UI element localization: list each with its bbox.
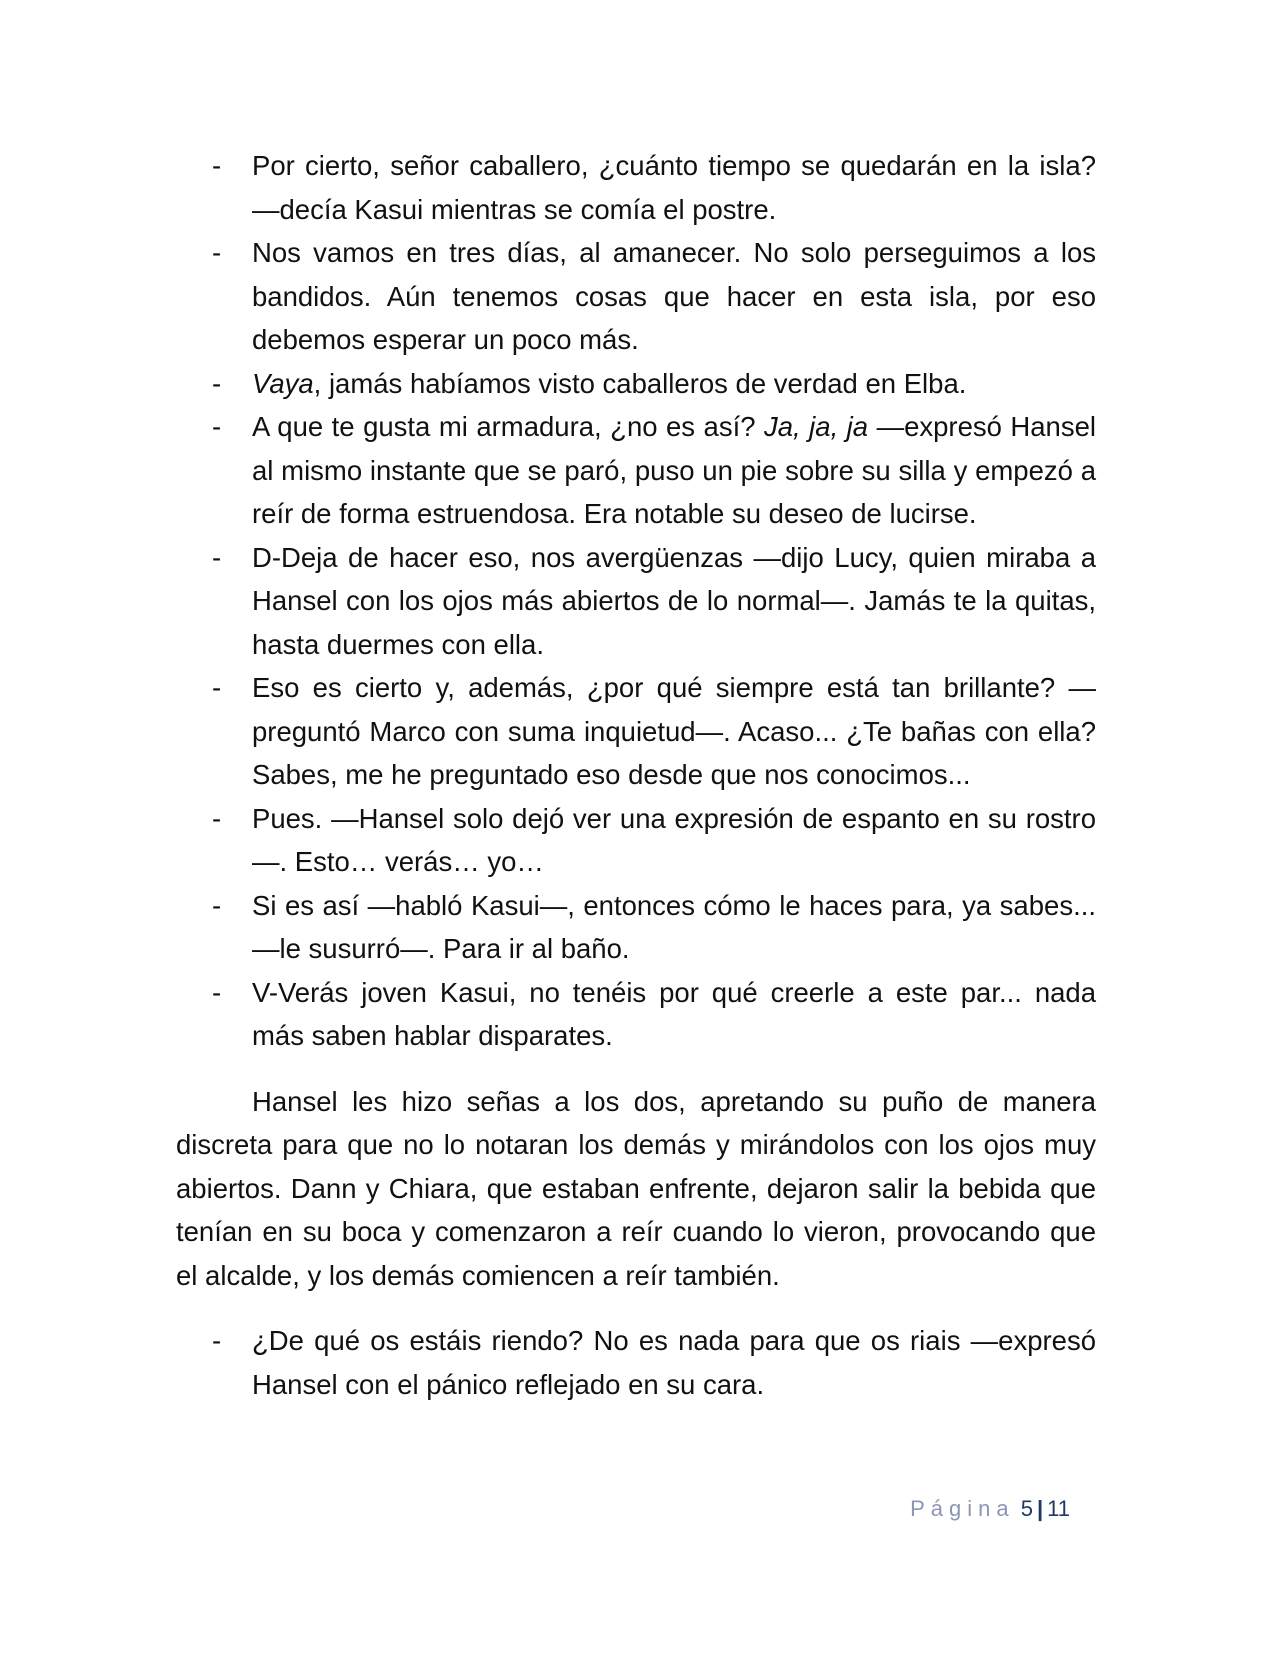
dialogue-dash: - [212, 150, 222, 181]
dialogue-dash: - [212, 367, 222, 399]
page-number: 5 [1020, 1496, 1033, 1521]
dialogue-dash: - [212, 541, 222, 573]
dialogue-italic-text: Vaya [252, 367, 314, 399]
dialogue-line [176, 362, 1096, 406]
dialogue-text: D-Deja de hacer eso, nos avergüenzas —dijo Lucy, quien miraba a Hansel con los ojos más abiertos de lo normal—. Jamás te la quitas, hasta duermes con ella. [252, 541, 1096, 660]
dialogue-dash: - [212, 802, 222, 834]
dialogue-text: Si es así —habló Kasui—, entonces cómo le haces para, ya sabes... —le susurró—. Para ir al baño. [252, 889, 1096, 964]
dialogue-list [176, 144, 1096, 1058]
page-footer [880, 1494, 1070, 1524]
page-label: Página [910, 1496, 1015, 1521]
narration-paragraph: Hansel les hizo señas a los dos, apretando su puño de manera discreta para que no lo notaran los demás y mirándolos con los ojos muy abiertos. Dann y Chiara, que estaban enfrente, dejaron salir la bebida que tenían en su boca y comenzaron a reír cuando lo vieron, provocando que el alcalde, y los demás comiencen a reír también. [176, 1085, 1096, 1291]
dialogue-text: ¿De qué os estáis riendo? No es nada para que os riais —expresó Hansel con el pánico reflejado en su cara. [252, 1325, 1096, 1400]
page-total: 11 [1047, 1496, 1070, 1521]
dialogue-line [176, 1319, 1096, 1406]
dialogue-dash: - [212, 1325, 222, 1356]
dialogue-dash: - [212, 237, 222, 268]
dialogue-text: V-Verás joven Kasui, no tenéis por qué creerle a este par... nada más saben hablar disparates. [252, 976, 1096, 1051]
page-separator: | [1037, 1496, 1044, 1521]
dialogue-text: —expresó Hansel al mismo instante que se paró, puso un pie sobre su silla y empezó a reír de forma estruendosa. Era notable su deseo de lucirse. [252, 411, 1096, 529]
dialogue-text: A que te gusta mi armadura, ¿no es así? [252, 411, 764, 442]
dialogue-line [176, 971, 1096, 1058]
dialogue-line [176, 797, 1096, 884]
dialogue-dash: - [212, 672, 222, 703]
dialogue-line [176, 536, 1096, 667]
dialogue-line [176, 666, 1096, 797]
dialogue-dash: - [212, 889, 222, 921]
dialogue-line [176, 884, 1096, 971]
dialogue-line [176, 405, 1096, 536]
dialogue-dash: - [212, 976, 222, 1008]
dialogue-text: Nos vamos en tres días, al amanecer. No solo perseguimos a los bandidos. Aún tenemos cosas que hacer en esta isla, por eso debemos esperar un poco más. [252, 237, 1096, 355]
dialogue-italic-text: Ja, ja, ja [764, 411, 869, 442]
body-text [176, 144, 1096, 1406]
dialogue-text: , jamás habíamos visto caballeros de verdad en Elba. [313, 367, 967, 399]
dialogue-list [176, 1319, 1096, 1406]
dialogue-text: Pues. —Hansel solo dejó ver una expresión de espanto en su rostro—. Esto… verás… yo… [252, 802, 1096, 877]
dialogue-dash: - [212, 411, 222, 442]
dialogue-line [176, 144, 1096, 231]
dialogue-line [176, 231, 1096, 362]
dialogue-text: Por cierto, señor caballero, ¿cuánto tiempo se quedarán en la isla? —decía Kasui mientras se comía el postre. [252, 150, 1096, 225]
dialogue-text: Eso es cierto y, además, ¿por qué siempre está tan brillante? —preguntó Marco con suma inquietud—. Acaso... ¿Te bañas con ella? Sabes, me he preguntado eso desde que nos conocimos... [252, 672, 1096, 790]
